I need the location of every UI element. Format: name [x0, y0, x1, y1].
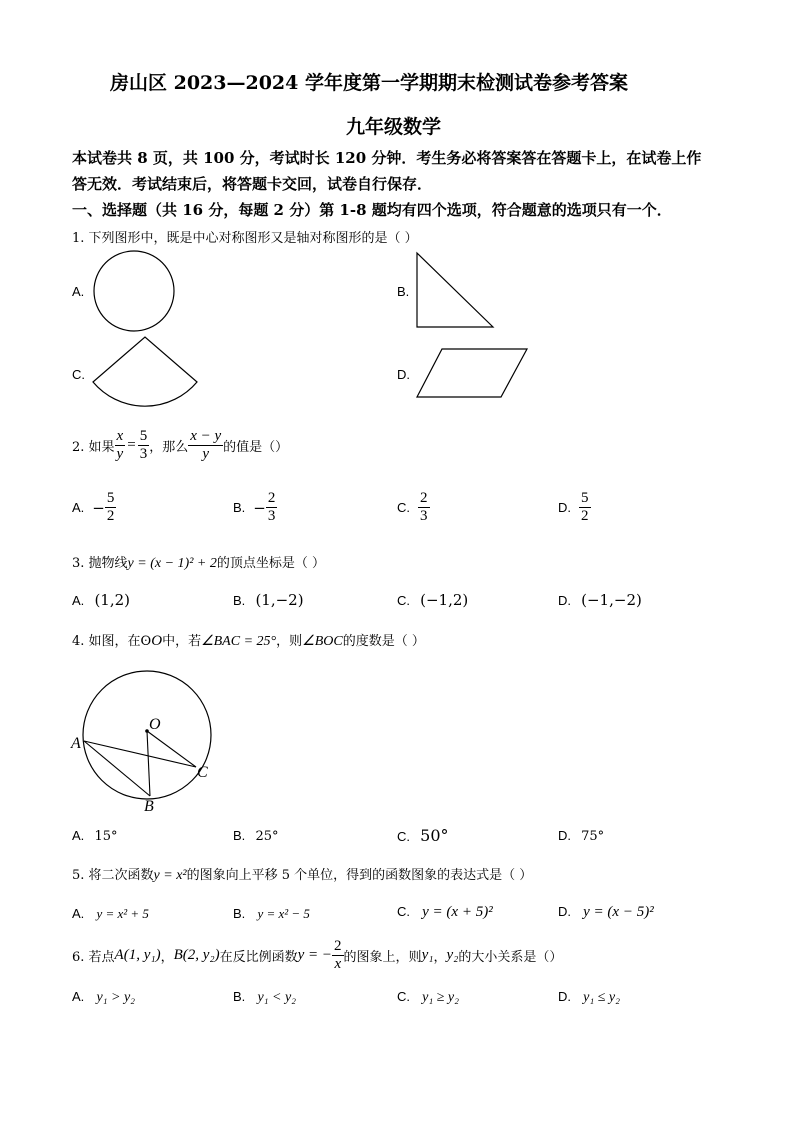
q2-option-d-num: 5	[579, 490, 591, 508]
q4-option-b-value: 25°	[255, 829, 279, 844]
q6-func-num: 2	[332, 938, 344, 956]
q2-prefix: 2. 如果	[72, 440, 115, 456]
section-heading: 一、选择题（共 16 分，每题 2 分）第 1-8 题均有四个选项，符合题意的选项只有一个．	[72, 201, 672, 219]
q2-option-b-label: B.	[233, 500, 246, 516]
q6-separator: ，	[433, 950, 447, 966]
q4-label-a: A	[71, 735, 81, 752]
q4-option-a-value: 15°	[94, 829, 118, 844]
q3-suffix: 的顶点坐标是（ ）	[216, 556, 325, 571]
q3-option-b-label: B.	[233, 593, 246, 608]
q2-option-c-fraction	[418, 490, 430, 526]
q5-option-b-value: y = x² − 5	[257, 906, 310, 921]
q6-option-a-label: A.	[72, 989, 85, 1004]
q2-mid: ，那么	[149, 440, 189, 456]
q2-option-c-den: 3	[420, 508, 428, 525]
page-subtitle: 九年级数学	[346, 116, 442, 138]
q4-option-a-label: A.	[72, 828, 85, 843]
q2-frac3-num: x − y	[188, 428, 223, 446]
notice-line-2: 答无效．考试结束后，将答题卡交回，试卷自行保存．	[72, 175, 433, 193]
q2-frac2-den: 3	[139, 446, 148, 463]
q3-option-d-label: D.	[558, 593, 571, 608]
q4-label-o: O	[149, 716, 161, 733]
q6-y2: y₂	[446, 947, 459, 964]
q2-option-d-den: 2	[581, 508, 589, 525]
q4-label-b: B	[144, 798, 154, 815]
q3-option-d-value: (−1,−2)	[581, 591, 642, 609]
q3-option-a-label: A.	[72, 593, 85, 608]
q4-option-b-label: B.	[233, 828, 246, 843]
q3-option-a-value: (1,2)	[94, 591, 130, 609]
q6-option-d-label: D.	[558, 989, 571, 1004]
q4-option-c-value: 50°	[420, 826, 449, 845]
q4-o: O	[151, 633, 163, 649]
q6-comma: ，	[160, 950, 174, 966]
q6-suffix-b: 的大小关系是（）	[458, 950, 563, 966]
q2-option-a-sign: −	[92, 498, 105, 517]
q2-suffix: 的值是（）	[223, 440, 289, 456]
q2-stem	[72, 428, 288, 464]
q4-option-d	[558, 828, 604, 844]
q6-mid: 在反比例函数	[219, 950, 298, 966]
q2-option-a	[72, 490, 116, 526]
circle-icon	[90, 250, 180, 332]
q6-option-a-value: y₁ > y₂	[96, 990, 136, 1005]
q6-option-a	[72, 989, 135, 1006]
q5-option-d	[558, 904, 654, 921]
q2-option-a-label: A.	[72, 500, 85, 516]
q5-option-c	[397, 904, 493, 921]
q3-option-a	[72, 591, 130, 609]
q6-option-b	[233, 989, 296, 1006]
sector-icon	[88, 332, 203, 414]
q6-option-b-value: y₁ < y₂	[257, 990, 297, 1005]
q2-option-c-num: 2	[418, 490, 430, 508]
q6-option-b-label: B.	[233, 989, 246, 1004]
q6-function-fraction	[332, 938, 344, 974]
q2-option-b-den: 3	[267, 508, 276, 525]
q2-fraction-5-over-3	[138, 428, 150, 464]
right-triangle-icon	[412, 250, 502, 332]
q3-prefix: 3. 抛物线	[72, 556, 128, 571]
q6-option-d-value: y₁ ≤ y₂	[583, 990, 620, 1005]
q6-stem	[72, 938, 562, 974]
q4-option-d-label: D.	[558, 828, 571, 843]
q6-function-lhs: y = −	[297, 947, 333, 964]
q2-frac1-den: y	[116, 446, 124, 463]
q5-stem	[72, 864, 532, 884]
q6-prefix: 6. 若点	[72, 950, 115, 966]
q2-option-a-den: 2	[106, 508, 115, 525]
parallelogram-icon	[414, 345, 534, 401]
q2-frac2-num: 5	[138, 428, 150, 446]
q3-option-c-value: (−1,2)	[420, 591, 469, 609]
q1-stem: 1. 下列图形中，既是中心对称图形又是轴对称图形的是（ ）	[72, 231, 418, 246]
q3-stem	[72, 552, 325, 572]
q5-option-b-label: B.	[233, 906, 246, 921]
q4-circle-figure	[70, 658, 220, 813]
q5-option-c-label: C.	[397, 904, 410, 919]
q4-angle-bac: ∠BAC = 25°	[201, 634, 277, 649]
q2-fraction-x-minus-y-over-y	[188, 428, 223, 464]
q2-option-b-fraction	[266, 490, 278, 526]
q2-option-b-num: 2	[266, 490, 278, 508]
q6-option-c	[397, 989, 459, 1006]
q6-point-a: A(1, y₁)	[114, 947, 161, 964]
q4-angle-boc: ∠BOC	[302, 634, 343, 649]
q4-chord-ab	[84, 741, 150, 796]
q4-stem	[72, 630, 425, 650]
q2-option-a-fraction	[105, 490, 117, 526]
q3-option-c	[397, 591, 468, 609]
notice-line-1: 本试卷共 8 页，共 100 分，考试时长 120 分钟．考生务必将答案答在答题卡上，在试卷上作	[72, 149, 702, 167]
q4-radius-ob	[147, 731, 150, 796]
q5-option-a-label: A.	[72, 906, 85, 921]
q1-option-c-label: C.	[72, 367, 85, 382]
q5-option-a	[72, 906, 149, 922]
q5-suffix: 的图象向上平移 5 个单位，得到的函数图象的表达式是（ ）	[186, 868, 533, 883]
q2-option-c	[397, 490, 430, 526]
q2-option-d-label: D.	[558, 500, 571, 516]
q6-y1: y₁	[421, 947, 434, 964]
q1-option-b-label: B.	[397, 284, 410, 299]
q2-option-c-label: C.	[397, 500, 410, 516]
q5-prefix: 5. 将二次函数	[72, 868, 154, 883]
q2-frac3-den: y	[202, 446, 209, 463]
q2-frac1-num: x	[115, 428, 126, 446]
q3-option-b-value: (1,−2)	[255, 591, 304, 609]
q4-label-c: C	[197, 764, 208, 781]
q4-stem-a: 4. 如图，在	[72, 634, 141, 649]
q4-stem-c: ，则	[276, 634, 303, 649]
q2-option-b-sign: −	[253, 498, 266, 517]
q2-option-d	[558, 490, 591, 526]
q6-option-c-label: C.	[397, 989, 410, 1004]
q6-option-c-value: y₁ ≥ y₂	[422, 990, 459, 1005]
q3-option-d	[558, 591, 642, 609]
q2-option-a-num: 5	[105, 490, 117, 508]
q4-stem-b: 中，若	[162, 634, 202, 649]
q4-option-d-value: 75°	[581, 829, 605, 844]
q2-option-d-fraction	[579, 490, 591, 526]
q5-option-a-value: y = x² + 5	[96, 906, 149, 921]
q2-fraction-x-over-y	[115, 428, 126, 464]
q1-option-d-label: D.	[397, 367, 410, 382]
q3-option-b	[233, 591, 304, 609]
q4-option-b	[233, 828, 278, 844]
q4-option-c-label: C.	[397, 829, 410, 844]
q5-option-c-value: y = (x + 5)²	[422, 904, 493, 920]
q5-option-d-label: D.	[558, 904, 571, 919]
page-title: 房山区 2023—2024 学年度第一学期期末检测试卷参考答案	[110, 72, 628, 94]
q3-option-c-label: C.	[397, 593, 410, 608]
q2-option-b	[233, 490, 277, 526]
q6-point-b: B(2, y₂)	[173, 947, 220, 964]
q5-option-b	[233, 906, 310, 922]
q4-option-c	[397, 826, 449, 845]
q3-formula: y = (x − 1)² + 2	[127, 556, 217, 571]
q5-option-d-value: y = (x − 5)²	[583, 904, 654, 920]
q2-equals: =	[127, 437, 136, 454]
q4-option-a	[72, 828, 117, 844]
q6-option-d	[558, 989, 620, 1006]
q6-func-den: x	[334, 956, 342, 973]
q4-circle-symbol: ʘ	[140, 634, 152, 649]
q6-suffix-a: 的图象上，则	[343, 950, 422, 966]
q4-stem-d: 的度数是（ ）	[342, 634, 425, 649]
q1-option-a-label: A.	[72, 284, 85, 299]
q5-formula: y = x²	[153, 868, 187, 883]
